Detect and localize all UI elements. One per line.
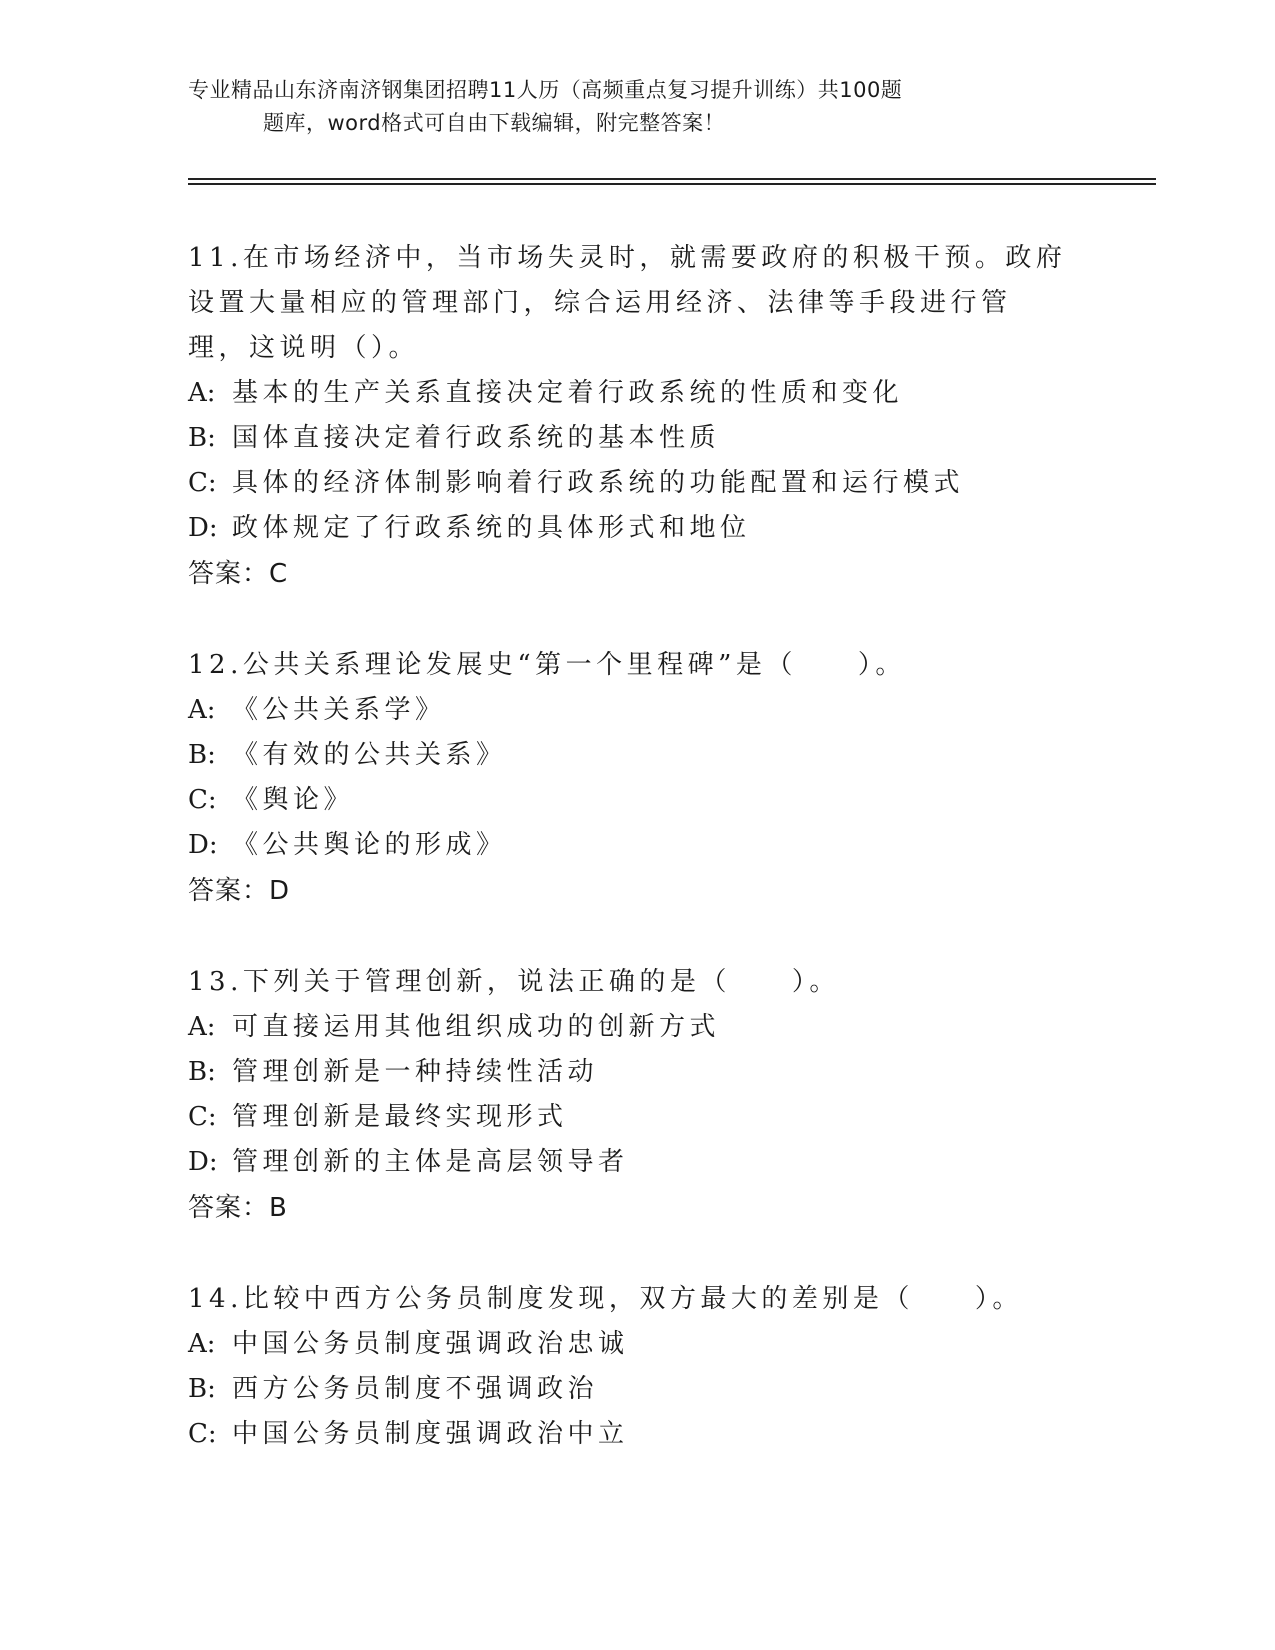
option-c (188, 1412, 1068, 1457)
question-list (188, 236, 1068, 1503)
question-text: 11.在市场经济中，当市场失灵时，就需要政府的积极干预。政府设置大量相应的管理部门，综合运用经济、法律等手段进行管理，这说明（）。 (188, 243, 1067, 363)
option-d (188, 506, 1068, 551)
option-text: 可直接运用其他组织成功的创新方式 (232, 1012, 721, 1042)
question-14 (188, 1277, 1068, 1457)
option-text: 《公共舆论的形成》 (232, 830, 507, 860)
option-key: A: (188, 1012, 216, 1042)
option-key: D: (188, 830, 218, 860)
option-text: 中国公务员制度强调政治中立 (232, 1419, 629, 1449)
option-text: 基本的生产关系直接决定着行政系统的性质和变化 (232, 378, 904, 408)
option-text: 《舆论》 (232, 785, 355, 815)
option-d (188, 1140, 1068, 1185)
option-text: 《有效的公共关系》 (232, 740, 507, 770)
answer: 答案：D (188, 876, 291, 906)
header-title-line-1: 专业精品山东济南济钢集团招聘11人历（高频重点复习提升训练）共100题 (188, 78, 903, 102)
option-key: A: (188, 1329, 216, 1359)
option-a (188, 371, 1068, 416)
question-text: 12.公共关系理论发展史“第一个里程碑”是（ ）。 (188, 650, 906, 680)
option-key: C: (188, 1419, 217, 1449)
option-b (188, 733, 1068, 778)
option-b (188, 416, 1068, 461)
option-text: 具体的经济体制影响着行政系统的功能配置和运行模式 (232, 468, 965, 498)
option-text: 西方公务员制度不强调政治 (232, 1374, 599, 1404)
option-text: 《公共关系学》 (232, 695, 446, 725)
option-c (188, 778, 1068, 823)
option-key: D: (188, 513, 218, 543)
option-a (188, 1322, 1068, 1367)
question-text: 13.下列关于管理创新，说法正确的是（ ）。 (188, 967, 840, 997)
option-text: 中国公务员制度强调政治忠诚 (232, 1329, 629, 1359)
option-key: D: (188, 1147, 218, 1177)
question-12 (188, 643, 1068, 914)
option-b (188, 1367, 1068, 1412)
option-key: B: (188, 740, 216, 770)
option-key: A: (188, 695, 216, 725)
document-header (188, 74, 1148, 140)
header-rule-bottom (188, 183, 1156, 185)
question-11 (188, 236, 1068, 597)
header-title-line-2: 题库，word格式可自由下载编辑，附完整答案！ (263, 111, 726, 135)
option-a (188, 1005, 1068, 1050)
option-key: A: (188, 378, 216, 408)
option-a (188, 688, 1068, 733)
option-text: 政体规定了行政系统的具体形式和地位 (232, 513, 751, 543)
question-text: 14.比较中西方公务员制度发现，双方最大的差别是（ ）。 (188, 1284, 1023, 1314)
question-13 (188, 960, 1068, 1231)
answer: 答案：C (188, 559, 289, 589)
option-text: 管理创新是最终实现形式 (232, 1102, 568, 1132)
option-text: 管理创新的主体是高层领导者 (232, 1147, 629, 1177)
option-key: B: (188, 423, 216, 453)
option-key: C: (188, 468, 217, 498)
header-rule-top (188, 178, 1156, 180)
option-key: B: (188, 1057, 216, 1087)
option-text: 管理创新是一种持续性活动 (232, 1057, 599, 1087)
option-key: C: (188, 785, 217, 815)
answer: 答案：B (188, 1193, 288, 1223)
option-c (188, 1095, 1068, 1140)
option-key: C: (188, 1102, 217, 1132)
option-key: B: (188, 1374, 216, 1404)
option-b (188, 1050, 1068, 1095)
option-c (188, 461, 1068, 506)
option-d (188, 823, 1068, 868)
option-text: 国体直接决定着行政系统的基本性质 (232, 423, 721, 453)
